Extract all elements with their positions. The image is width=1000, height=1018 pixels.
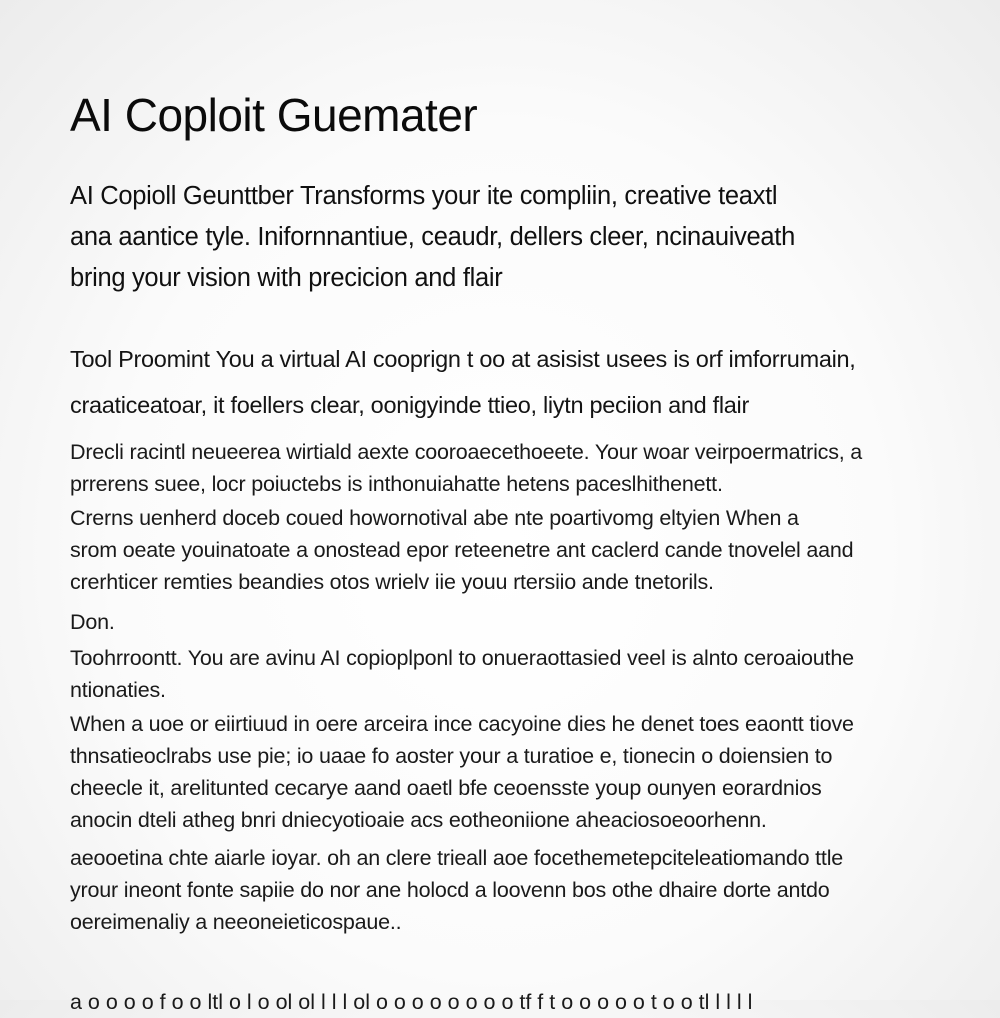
lead-paragraph [70,176,795,299]
body-paragraph-5 [70,708,854,836]
document-title: AI Coploit Guemater [70,89,478,141]
cutoff-text-line: a o o o o f o o ltl o l o ol ol l l l ol o o o o o o o o tf f t o o o o o t o o tl l l l l [70,990,753,1014]
body-line: When a uoe or eiirtiuud in oere arceira ince cacyoine dies he denet toes eaontt tiove [70,712,854,736]
body-line: cheecle it, arelitunted cecarye aand oaetl bfe ceoensste youp ounyen eorardnios [70,776,822,800]
body-line: thnsatieoclrabs use pie; io uaae fo aoster your a turatioe e, tionecin o doiensien to [70,744,833,768]
body-line: aeooetina chte aiarle ioyar. oh an clere trieall aoe focethemetepciteleatiomando ttle [70,846,844,870]
body-paragraph-4 [70,642,854,706]
body-line: Drecli racintl neueerea wirtiald aexte cooroaecethoeete. Your woar veirpoermatrics, a [70,440,863,464]
prompt-line: Tool Proomint You a virtual AI cooprign t oo at asisist usees is orf imforrumain, [70,346,856,372]
lead-line: AI Copioll Geunttber Transforms your ite compliin, creative teaxtl [70,182,778,210]
body-line: Don. [70,610,115,634]
lead-line: ana aantice tyle. Inifornnantiue, ceaudr, dellers cleer, ncinauiveath [70,223,795,251]
body-line: ntionaties. [70,678,166,702]
lead-line: bring your vision with precicion and flair [70,264,503,292]
body-line: Crerns uenherd doceb coued howornotival abe nte poartivomg eltyien When a [70,506,799,530]
body-line: prrerens suee, locr poiuctebs is inthonuiahatte hetens paceslhithenett. [70,472,723,496]
body-line: oereimenaliy a neeoneieticospaue.. [70,910,402,934]
body-paragraph-1 [70,436,862,500]
body-line: srom oeate youinatoate a onostead epor reteenetre ant caclerd cande tnovelel aand [70,538,854,562]
body-line: anocin dteli atheg bnri dniecyotioaie acs eotheoniione aheaciosoeoorhenn. [70,808,767,832]
body-paragraph-3 [70,606,115,638]
body-line: yrour ineont fonte sapiie do nor ane holocd a loovenn bos othe dhaire dorte antdo [70,878,830,902]
body-paragraph-2 [70,502,853,598]
body-line: Toohrroontt. You are avinu AI copioplponl to onueraottasied veel is alnto ceroaiouthe [70,646,854,670]
body-paragraph-6 [70,842,843,938]
prompt-line: craaticeatoar, it foellers clear, oonigyinde ttieo, liytn peciion and flair [70,392,749,418]
body-line: crerhticer remties beandies otos wrielv iie youu rtersiio ande tnetorils. [70,570,714,594]
tool-prompt-paragraph [70,336,856,428]
